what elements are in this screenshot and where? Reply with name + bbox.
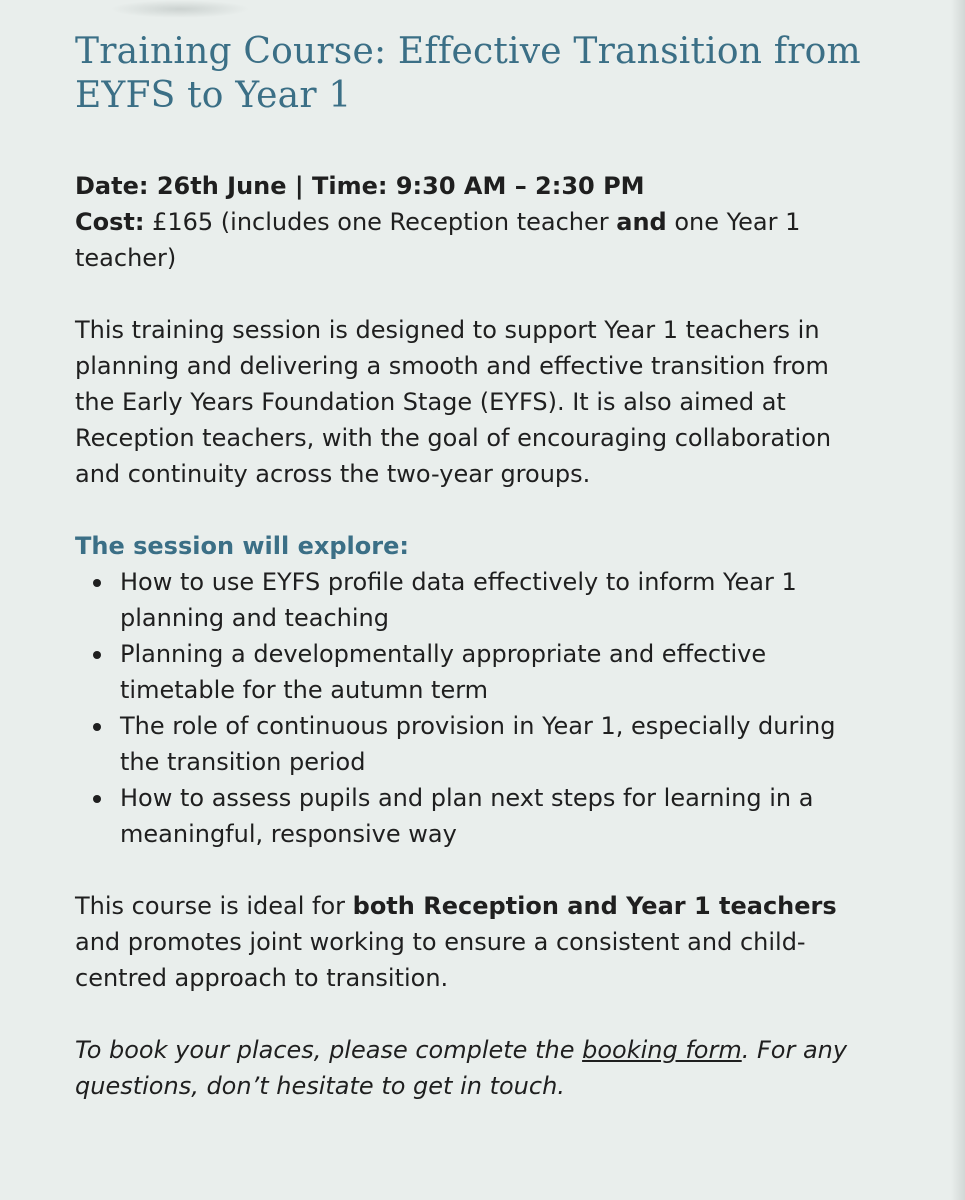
explore-heading: The session will explore:: [75, 532, 409, 560]
course-meta: [75, 168, 865, 276]
booking-form-link[interactable]: booking form: [582, 1036, 742, 1064]
date-time: Date: 26th June | Time: 9:30 AM – 2:30 PM: [75, 172, 645, 200]
booking-text: To book your places, please complete the: [75, 1036, 583, 1064]
audience-bold: both Reception and Year 1 teachers: [352, 892, 837, 920]
explore-list: [75, 564, 865, 852]
course-description: This training session is designed to support Year 1 teachers in planning and delivering a smooth and effective transition from the Early Years Foundation Stage (EYFS). It is also aimed at Reception teachers, with the goal of encouraging collaboration and continuity across the two-year groups.: [75, 316, 832, 488]
booking-paragraph: [75, 1032, 865, 1104]
cost-label: Cost:: [75, 208, 145, 236]
bullet-icon: [93, 723, 101, 731]
audience-text-end: and promotes joint working to ensure a consistent and child-centred approach to transition.: [75, 928, 806, 992]
page-title: Training Course: Effective Transition from EYFS to Year 1: [75, 31, 861, 116]
cost-bold-and: and: [616, 208, 667, 236]
list-item: [75, 780, 865, 852]
bullet-icon: [93, 579, 101, 587]
booking-text-end: . For any questions, don’t hesitate to get in touch.: [75, 1036, 848, 1100]
list-item: [75, 636, 865, 708]
bullet-icon: [93, 651, 101, 659]
cost-text-end: one Year 1 teacher): [75, 208, 801, 272]
list-item: [75, 564, 865, 636]
list-item-text: The role of continuous provision in Year 1, especially during the transition period: [120, 712, 836, 776]
top-shadow: [110, 0, 250, 18]
audience-text: This course is ideal for: [75, 892, 353, 920]
audience-paragraph: [75, 888, 865, 996]
cost-text: £165 (includes one Reception teacher: [144, 208, 617, 236]
course-article: [75, 30, 865, 1104]
bullet-icon: [93, 795, 101, 803]
right-edge-shadow: [951, 0, 965, 1200]
list-item-text: How to assess pupils and plan next steps for learning in a meaningful, responsive way: [120, 784, 814, 848]
list-item-text: How to use EYFS profile data effectively to inform Year 1 planning and teaching: [120, 568, 797, 632]
list-item: [75, 708, 865, 780]
list-item-text: Planning a developmentally appropriate and effective timetable for the autumn term: [120, 640, 767, 704]
